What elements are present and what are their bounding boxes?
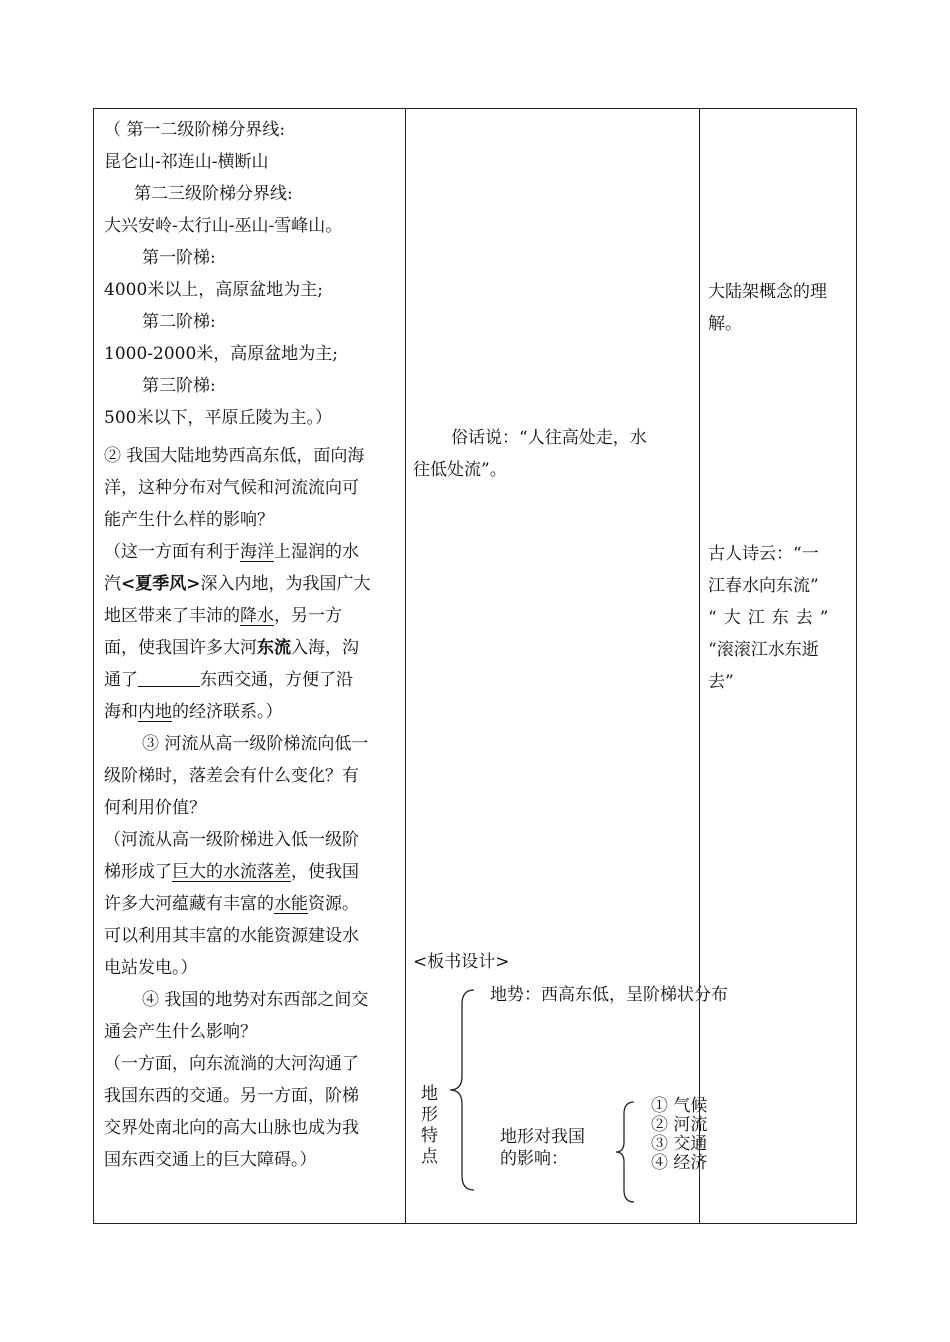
note-line: 大陆架概念的理 xyxy=(708,282,827,302)
text-line: 昆仑山-祁连山-横断山 xyxy=(104,152,269,172)
text-line: 1000-2000米，高原盆地为主; xyxy=(104,344,338,364)
board-item-influence xyxy=(500,1126,585,1170)
answer-2: 海和内地的经济联系。） xyxy=(104,702,283,722)
answer-4: 国东西交通上的巨大障碍。） xyxy=(104,1150,317,1170)
answer-4: 我国东西的交通。另一方面，阶梯 xyxy=(104,1086,359,1106)
poem-line: “滚滚江水东逝 xyxy=(708,640,819,660)
answer-2: 面，使我国许多大河东流入海，沟 xyxy=(104,638,359,658)
poem-line: “大江东去” xyxy=(708,608,836,628)
question-2: 能产生什么样的影响？ xyxy=(104,510,274,530)
note-continental-shelf xyxy=(708,276,852,340)
list-item: ② 河流 xyxy=(651,1115,708,1135)
text-line: 500米以下，平原丘陵为主。） xyxy=(104,408,332,428)
answer-2: 汽<夏季风>深入内地，为我国广大 xyxy=(104,574,371,594)
answer-2: 通了 东西交通，方便了沿 xyxy=(104,670,353,690)
answer-3: 许多大河蕴藏有丰富的水能资源。 xyxy=(104,894,359,914)
answer-3: （河流从高一级阶梯进入低一级阶 xyxy=(104,830,359,850)
text-line: 第二三级阶梯分界线: xyxy=(134,184,293,204)
answer-2: （这一方面有利于海洋上湿润的水 xyxy=(104,542,359,562)
board-topic: 地形特点 xyxy=(421,1084,438,1167)
board-item-influence-line: 的影响： xyxy=(500,1149,568,1169)
small-brace xyxy=(616,1102,634,1202)
note-line: 解。 xyxy=(708,314,742,334)
text-line: 第一阶梯: xyxy=(142,248,216,268)
question-2: ② 我国大陆地势西高东低，面向海 xyxy=(104,446,365,466)
text-line: 第二阶梯: xyxy=(142,312,216,332)
influence-list xyxy=(651,1097,707,1173)
question-3: 级阶梯时，落差会有什么变化？有 xyxy=(104,766,359,786)
answer-4: （一方面，向东流淌的大河沟通了 xyxy=(104,1054,359,1074)
question-4: ④ 我国的地势对东西部之间交 xyxy=(142,990,369,1010)
question-4: 通会产生什么影响？ xyxy=(104,1022,257,1042)
list-item: ③ 交通 xyxy=(651,1134,708,1154)
question-3: ③ 河流从高一级阶梯流向低一 xyxy=(142,734,369,754)
poem-line: 江春水向东流” xyxy=(708,576,819,596)
board-item-terrain: 地势：西高东低，呈阶梯状分布 xyxy=(490,985,728,1005)
text-line: （ 第一二级阶梯分界线: xyxy=(104,120,286,140)
board-item-influence-line: 地形对我国 xyxy=(500,1127,585,1147)
text-line: 大兴安岭-太行山-巫山-雪峰山。 xyxy=(104,216,343,236)
board-design-title: <板书设计> xyxy=(413,952,510,972)
note-poem xyxy=(708,538,852,698)
text-line: 4000米以上，高原盆地为主; xyxy=(104,280,323,300)
saying-line: 往低处流”。 xyxy=(413,460,507,480)
list-item: ① 气候 xyxy=(651,1096,708,1116)
poem-line: 去” xyxy=(708,672,734,692)
answer-3: 梯形成了巨大的水流落差，使我国 xyxy=(104,862,359,882)
big-brace xyxy=(450,990,474,1190)
poem-line: 古人诗云：“一 xyxy=(708,544,819,564)
list-item: ④ 经济 xyxy=(651,1153,708,1173)
answer-3: 可以利用其丰富的水能资源建设水 xyxy=(104,926,359,946)
question-3: 何利用价值？ xyxy=(104,798,206,818)
answer-3: 电站发电。） xyxy=(104,958,198,978)
answer-4: 交界处南北向的高大山脉也成为我 xyxy=(104,1118,359,1138)
answer-2: 地区带来了丰沛的降水，另一方 xyxy=(104,606,342,626)
question-2: 洋，这种分布对气候和河流流向可 xyxy=(104,478,359,498)
text-line: 第三阶梯: xyxy=(142,376,216,396)
saying-line: 俗话说：“人往高处走，水 xyxy=(451,428,647,448)
